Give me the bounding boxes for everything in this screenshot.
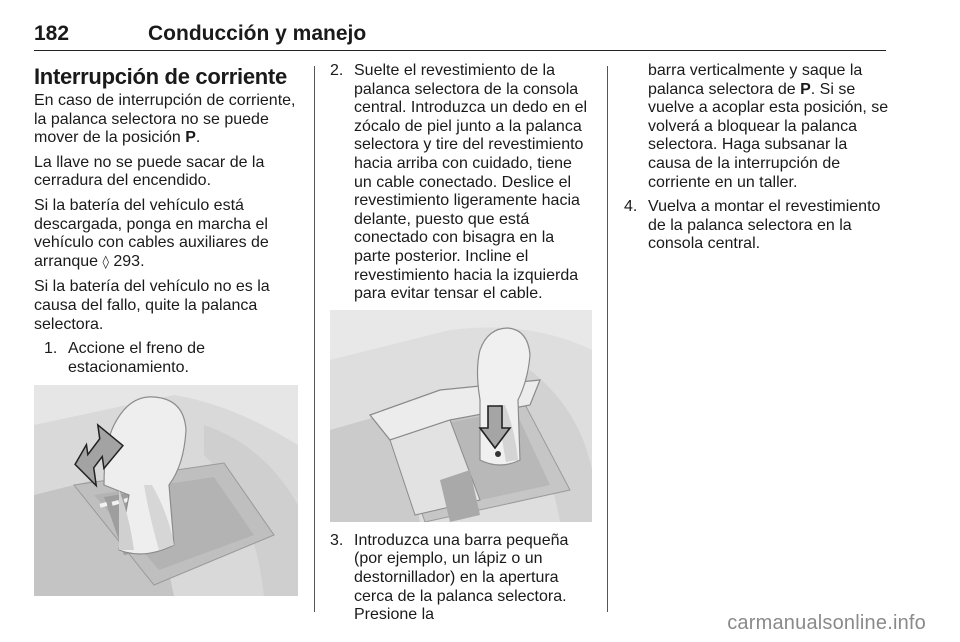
page-number: 182	[34, 22, 70, 45]
step-item: 3. Introduzca una barra pequeña (por ejemplo, un lápiz o un destornillador) en la apertura cerca de la palanca selectora. Presione la	[330, 531, 569, 624]
column-3	[624, 62, 890, 260]
page-header	[34, 16, 886, 51]
paragraph: barra verticalmente y saque la palanca selectora de P. Si se vuelve a acoplar esta posición, se volverá a bloquear la palanca selectora. Haga subsanar la causa de la interrupción de corriente en un taller.	[648, 62, 889, 191]
column-divider	[314, 66, 315, 612]
paragraph: La llave no se puede sacar de la cerradura del encendido.	[34, 153, 265, 190]
gear-lever-release-illustration	[330, 310, 592, 522]
page-reference[interactable]: 293.	[108, 252, 145, 270]
column-2	[330, 62, 594, 631]
page-reference-icon: ◊	[102, 254, 109, 270]
section-title: Conducción y manejo	[148, 22, 367, 45]
watermark: carmanualsonline.info	[727, 612, 926, 634]
section-heading: Interrupción de corriente	[34, 64, 287, 89]
column-1	[34, 62, 302, 596]
paragraph: Si la batería del vehículo está descargada, ponga en marcha el vehículo con cables auxiliares de arranque ◊ 293.	[34, 196, 269, 270]
step-item: 2. Suelte el revestimiento de la palanca selectora de la consola central. Introduzca un dedo en el zócalo de piel junto a la palanca selectora y tire del revestimiento hacia arriba con cuidado, tiene un cable conectado. Deslice el revestimiento ligeramente hacia delante, puesto que está conectado con bisagra en la parte posterior. Incline el revestimiento hacia la izquierda para evitar tensar el cable.	[330, 62, 588, 303]
step-item: 1. Accione el freno de estacionamiento.	[44, 340, 205, 376]
column-divider	[607, 66, 608, 612]
step-item: 4. Vuelva a montar el revestimiento de la palanca selectora en la consola central.	[624, 198, 881, 253]
paragraph: En caso de interrupción de corriente, la palanca selectora no se puede mover de la posición P.	[34, 92, 296, 147]
paragraph: Si la batería del vehículo no es la causa del fallo, quite la palanca selectora.	[34, 278, 270, 333]
gear-lever-illustration	[34, 385, 298, 596]
